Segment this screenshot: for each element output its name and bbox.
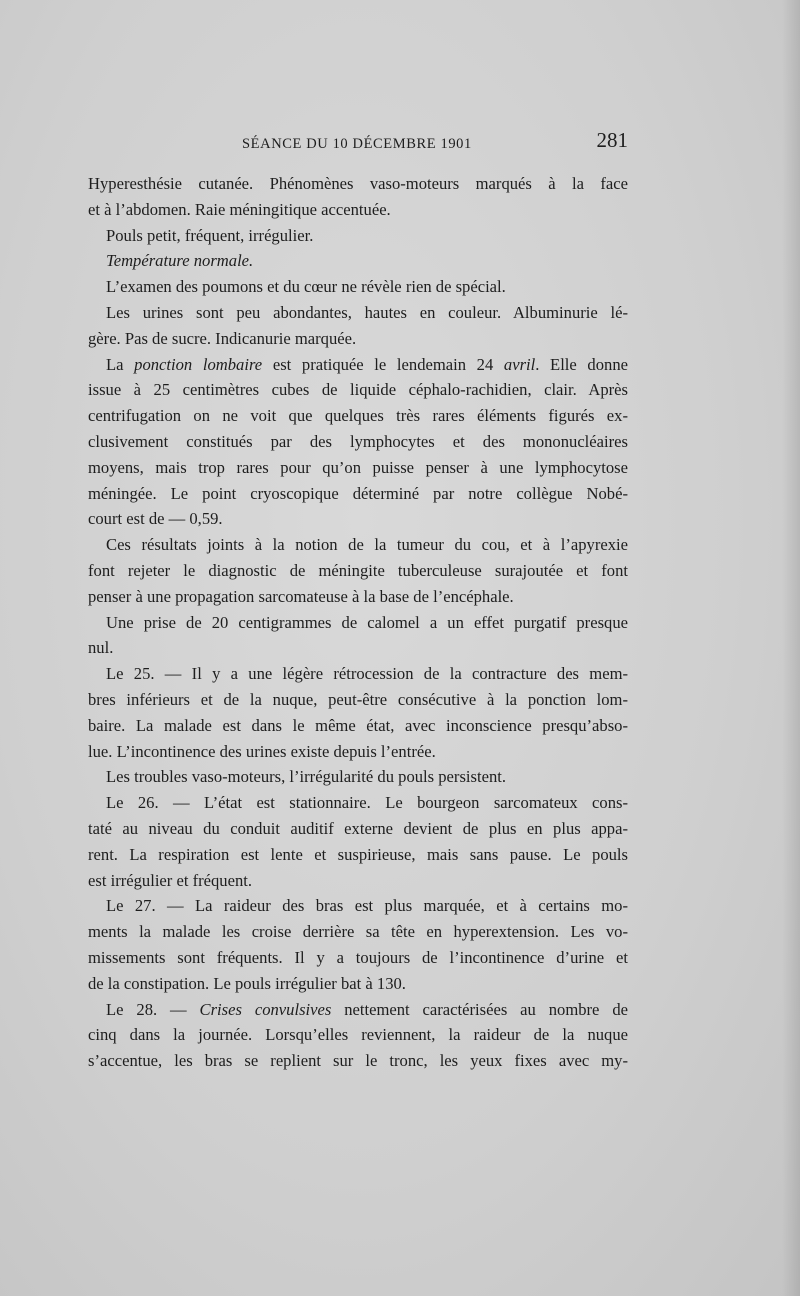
text-line: [88, 300, 628, 326]
text-run: est irrégulier et fréquent.: [88, 870, 253, 890]
text-run: issue à 25 centimètres cubes de liquide céphalo-rachidien, clair. Après: [88, 380, 628, 400]
text-run: Le 27. — La raideur des bras est plus marquée, et à certains mo-: [106, 896, 628, 916]
italic-text: ponction lombaire: [134, 354, 263, 374]
text-line: [88, 274, 628, 300]
text-line: [88, 429, 628, 455]
text-line: [88, 481, 628, 507]
text-run: et à l’abdomen. Raie méningitique accentuée.: [88, 199, 391, 219]
text-line: [88, 919, 628, 945]
text-line: [88, 893, 628, 919]
text-run: court est de — 0,59.: [88, 509, 223, 529]
page-header: [88, 128, 628, 162]
text-run: taté au niveau du conduit auditif externe devient de plus en plus appa-: [88, 818, 628, 838]
text-line: [88, 532, 628, 558]
text-line: [88, 223, 628, 249]
text-line: [88, 971, 628, 997]
text-line: [88, 661, 628, 687]
text-line: [88, 171, 628, 197]
text-run: La: [106, 354, 135, 374]
italic-text: Température normale.: [106, 251, 254, 271]
text-line: [88, 377, 628, 403]
text-run: cinq dans la journée. Lorsqu’elles reviennent, la raideur de la nuque: [88, 1025, 628, 1045]
text-run: Le 28. —: [106, 999, 200, 1019]
text-run: Les troubles vaso-moteurs, l’irrégularité du pouls persistent.: [106, 767, 507, 787]
body-text: [88, 171, 628, 1074]
text-run: s’accentue, les bras se replient sur le tronc, les yeux fixes avec my-: [88, 1051, 628, 1071]
text-run: Une prise de 20 centigrammes de calomel a un effet purgatif presque: [106, 612, 628, 632]
text-run: clusivement constitués par des lymphocytes et des mononucléaires: [88, 431, 628, 451]
text-line: [88, 248, 628, 274]
text-line: [88, 403, 628, 429]
running-title: SÉANCE DU 10 DÉCEMBRE 1901: [242, 136, 472, 152]
text-line: [88, 764, 628, 790]
text-run: penser à une propagation sarcomateuse à la base de l’encéphale.: [88, 586, 514, 606]
text-run: bres inférieurs et de la nuque, peut-être consécutive à la ponction lom-: [88, 689, 628, 709]
text-line: [88, 326, 628, 352]
text-line: [88, 197, 628, 223]
page-edge-shadow: [782, 0, 800, 1296]
italic-text: avril: [503, 354, 536, 374]
text-run: L’examen des poumons et du cœur ne révèle rien de spécial.: [106, 277, 506, 297]
text-run: de la constipation. Le pouls irrégulier bat à 130.: [88, 973, 406, 993]
text-run: font rejeter le diagnostic de méningite tuberculeuse surajoutée et font: [88, 560, 628, 580]
text-line: [88, 1022, 628, 1048]
text-run: est pratiquée le lendemain 24: [262, 354, 504, 374]
text-line: [88, 1048, 628, 1074]
text-run: Les urines sont peu abondantes, hautes en couleur. Albuminurie lé-: [106, 302, 628, 322]
text-run: Pouls petit, fréquent, irrégulier.: [106, 225, 314, 245]
text-line: [88, 739, 628, 765]
text-run: gère. Pas de sucre. Indicanurie marquée.: [88, 328, 357, 348]
text-run: Hyperesthésie cutanée. Phénomènes vaso-moteurs marqués à la face: [88, 174, 628, 193]
text-line: [88, 506, 628, 532]
text-line: [88, 997, 628, 1023]
text-run: Ces résultats joints à la notion de la tumeur du cou, et à l’apyrexie: [106, 535, 628, 555]
text-line: [88, 352, 628, 378]
text-line: [88, 713, 628, 739]
text-line: [88, 816, 628, 842]
text-line: [88, 635, 628, 661]
text-run: moyens, mais trop rares pour qu’on puisse penser à une lymphocytose: [88, 457, 628, 477]
text-run: centrifugation on ne voit que quelques très rares éléments figurés ex-: [88, 406, 628, 426]
text-run: nul.: [88, 638, 114, 658]
text-line: [88, 584, 628, 610]
text-run: nettement caractérisées au nombre de: [331, 999, 628, 1019]
text-run: Le 25. — Il y a une légère rétrocession de la contracture des mem-: [106, 664, 628, 684]
text-line: [88, 868, 628, 894]
text-run: baire. La malade est dans le même état, avec inconscience presqu’abso-: [88, 715, 628, 735]
italic-text: Crises convulsives: [199, 999, 332, 1019]
text-run: méningée. Le point cryoscopique déterminé par notre collègue Nobé-: [88, 483, 628, 503]
text-run: missements sont fréquents. Il y a toujours de l’incontinence d’urine et: [88, 947, 628, 967]
text-line: [88, 842, 628, 868]
text-run: Le 26. — L’état est stationnaire. Le bourgeon sarcomateux cons-: [106, 793, 628, 813]
text-line: [88, 558, 628, 584]
text-line: [88, 790, 628, 816]
text-line: [88, 687, 628, 713]
text-run: lue. L’incontinence des urines existe depuis l’entrée.: [88, 741, 436, 761]
text-line: [88, 610, 628, 636]
text-line: [88, 455, 628, 481]
text-line: [88, 945, 628, 971]
text-run: ments la malade les croise derrière sa tête en hyperextension. Les vo-: [88, 922, 628, 942]
text-run: . Elle donne: [535, 354, 628, 374]
page-number: 281: [596, 128, 628, 152]
text-run: rent. La respiration est lente et suspirieuse, mais sans pause. Le pouls: [88, 844, 628, 864]
